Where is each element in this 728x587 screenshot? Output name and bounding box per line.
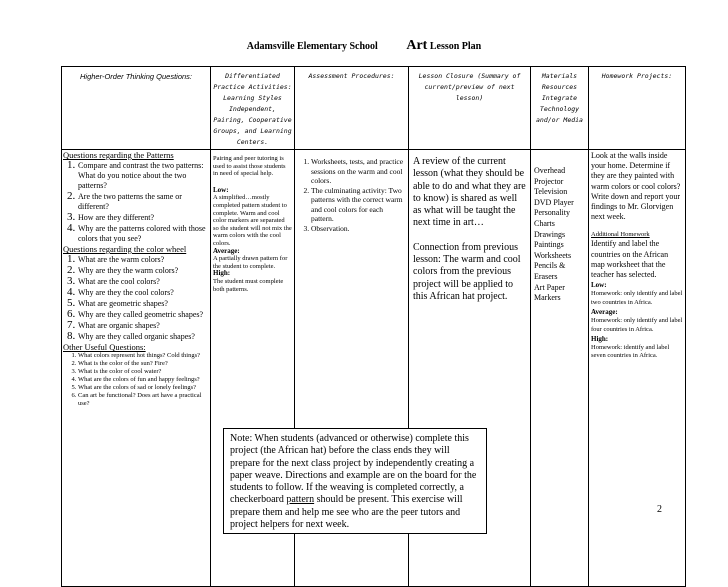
list-item: 1. Worksheets, tests, and practice sessions on the warm and cool colors.	[311, 157, 406, 186]
list-item: Pencils & Erasers	[534, 261, 566, 281]
additional-homework: Identify and label the countries on the African map worksheet that the teacher has selected.	[591, 239, 669, 280]
list-item: 4. Why are they the cool colors?	[78, 287, 209, 298]
list-item: Overhead Projector	[534, 166, 566, 186]
page-title	[0, 38, 728, 54]
list-item: Art Paper	[534, 282, 565, 292]
list-item: 1. Compare and contrast the two patterns: What do you notice about the two patterns?	[78, 160, 209, 191]
list-item: 5. What are the colors of sad or lonely feelings?	[78, 384, 209, 392]
list-item: 8. Why are they called organic shapes?	[78, 331, 209, 342]
list-item: DVD Player	[534, 197, 574, 207]
list-item: Paintings	[534, 240, 564, 250]
list-item: 2. Why are they the warm colors?	[78, 265, 209, 276]
homework-cell	[589, 150, 686, 587]
average-text: A partially drawn pattern for the student to complete.	[213, 255, 288, 270]
list-item: 1. What colors represent hot things? Cold things?	[78, 352, 209, 360]
table-header-row	[62, 67, 686, 150]
hw-average-text: Homework: only identify and label four countries in Africa.	[591, 317, 683, 333]
header-questions: Higher-Order Thinking Questions:	[62, 67, 211, 150]
wheel-list	[63, 254, 209, 342]
header-assessment: Assessment Procedures:	[295, 67, 409, 150]
plan-label: Lesson Plan	[429, 41, 482, 52]
list-item: Worksheets	[534, 250, 572, 260]
header-practice: Differentiated Practice Activities: Learning Styles Independent, Pairing, Cooperative Groups, and Learning Centers.	[211, 67, 295, 150]
list-item: Drawings	[534, 229, 566, 239]
patterns-title: Questions regarding the Patterns	[63, 150, 174, 160]
hw-high-label: High:	[591, 334, 609, 343]
list-item: 2. What is the color of the sun? Fire?	[78, 360, 209, 368]
hw-high-text: Homework: identify and label seven countries in Africa.	[591, 344, 670, 360]
subject-name: Art	[406, 38, 428, 53]
high-label: High:	[213, 269, 231, 278]
homework-main: Look at the walls inside your home. Determine if they are they painted with warm colors or cool colors? Write down and report your findings to Mr. Glorvigen next week.	[591, 151, 681, 222]
list-item: Television	[534, 187, 568, 197]
list-item: 3. How are they different?	[78, 212, 209, 223]
additional-homework-title: Additional Homework	[591, 231, 650, 239]
assessment-list	[297, 157, 406, 233]
low-label: Low:	[213, 185, 229, 194]
other-title: Other Useful Questions:	[63, 342, 146, 352]
practice-intro: Pairing and peer tutoring is used to assist those students in need of special help.	[213, 155, 286, 178]
list-item: 6. Can art be functional? Does art have a practical use?	[78, 392, 209, 408]
list-item: 2. Are the two patterns the same or different?	[78, 191, 209, 212]
questions-cell	[62, 150, 211, 587]
school-name: Adamsville Elementary School	[246, 41, 378, 52]
list-item: 1. What are the warm colors?	[78, 254, 209, 265]
list-item: Personality Charts	[534, 208, 570, 228]
note-box	[223, 428, 487, 534]
average-label: Average:	[213, 246, 240, 255]
header-closure: Lesson Closure (Summary of current/preview of next lesson)	[409, 67, 531, 150]
header-homework: Homework Projects:	[589, 67, 686, 150]
list-item: 3. What is the color of cool water?	[78, 368, 209, 376]
materials-cell	[531, 150, 589, 587]
list-item: 7. What are organic shapes?	[78, 320, 209, 331]
patterns-list	[63, 160, 209, 244]
hw-low-text: Homework: only identify and label two countries in Africa.	[591, 290, 683, 306]
list-item: 5. What are geometric shapes?	[78, 298, 209, 309]
list-item: Markers	[534, 293, 561, 303]
note-link-pattern: pattern	[286, 494, 315, 506]
list-item: 4. What are the colors of fun and happy feelings?	[78, 376, 209, 384]
note-text-before: Note: When students (advanced or otherwise) complete this project (the African hat) before the class ends they will prepare for the next class project by independently creating a paper weave. Directions and example are on the board for the students to follow. If the weaving is completed correctly, a checkerboard	[230, 433, 477, 506]
closure-connection: Connection from previous lesson: The warm and cool colors from the previous project will be applied to this African hat project.	[413, 241, 521, 302]
high-text: The student must complete both patterns.	[213, 277, 284, 293]
other-list	[63, 352, 209, 408]
list-item: 6. Why are they called geometric shapes?	[78, 309, 209, 320]
note-text-after: should be present. This exercise will prepare them and help me see who are the peer tutors and project helpers for next week.	[230, 494, 463, 531]
page-number: 2	[657, 504, 662, 515]
closure-review: A review of the current lesson (what they should be able to do and what they are to know) is shared as well as what will be taught the next time in art…	[413, 156, 526, 229]
list-item: 3. What are the cool colors?	[78, 276, 209, 287]
hw-average-label: Average:	[591, 308, 618, 317]
list-item: 2. The culminating activity: Two patterns with the correct warm and cool colors for each pattern.	[311, 186, 406, 224]
wheel-title: Questions regarding the color wheel	[63, 244, 187, 254]
list-item: 3. Observation.	[311, 224, 406, 234]
low-text: A simplified…mostly completed pattern student to complete. Warm and cool color markers are separated so the student will not mix the warm colors with the cool colors.	[213, 194, 292, 247]
list-item: 4. Why are the patterns colored with those colors that you see?	[78, 223, 209, 244]
hw-low-label: Low:	[591, 281, 607, 290]
header-materials: Materials Resources Integrate Technology and/or Media	[531, 67, 589, 150]
